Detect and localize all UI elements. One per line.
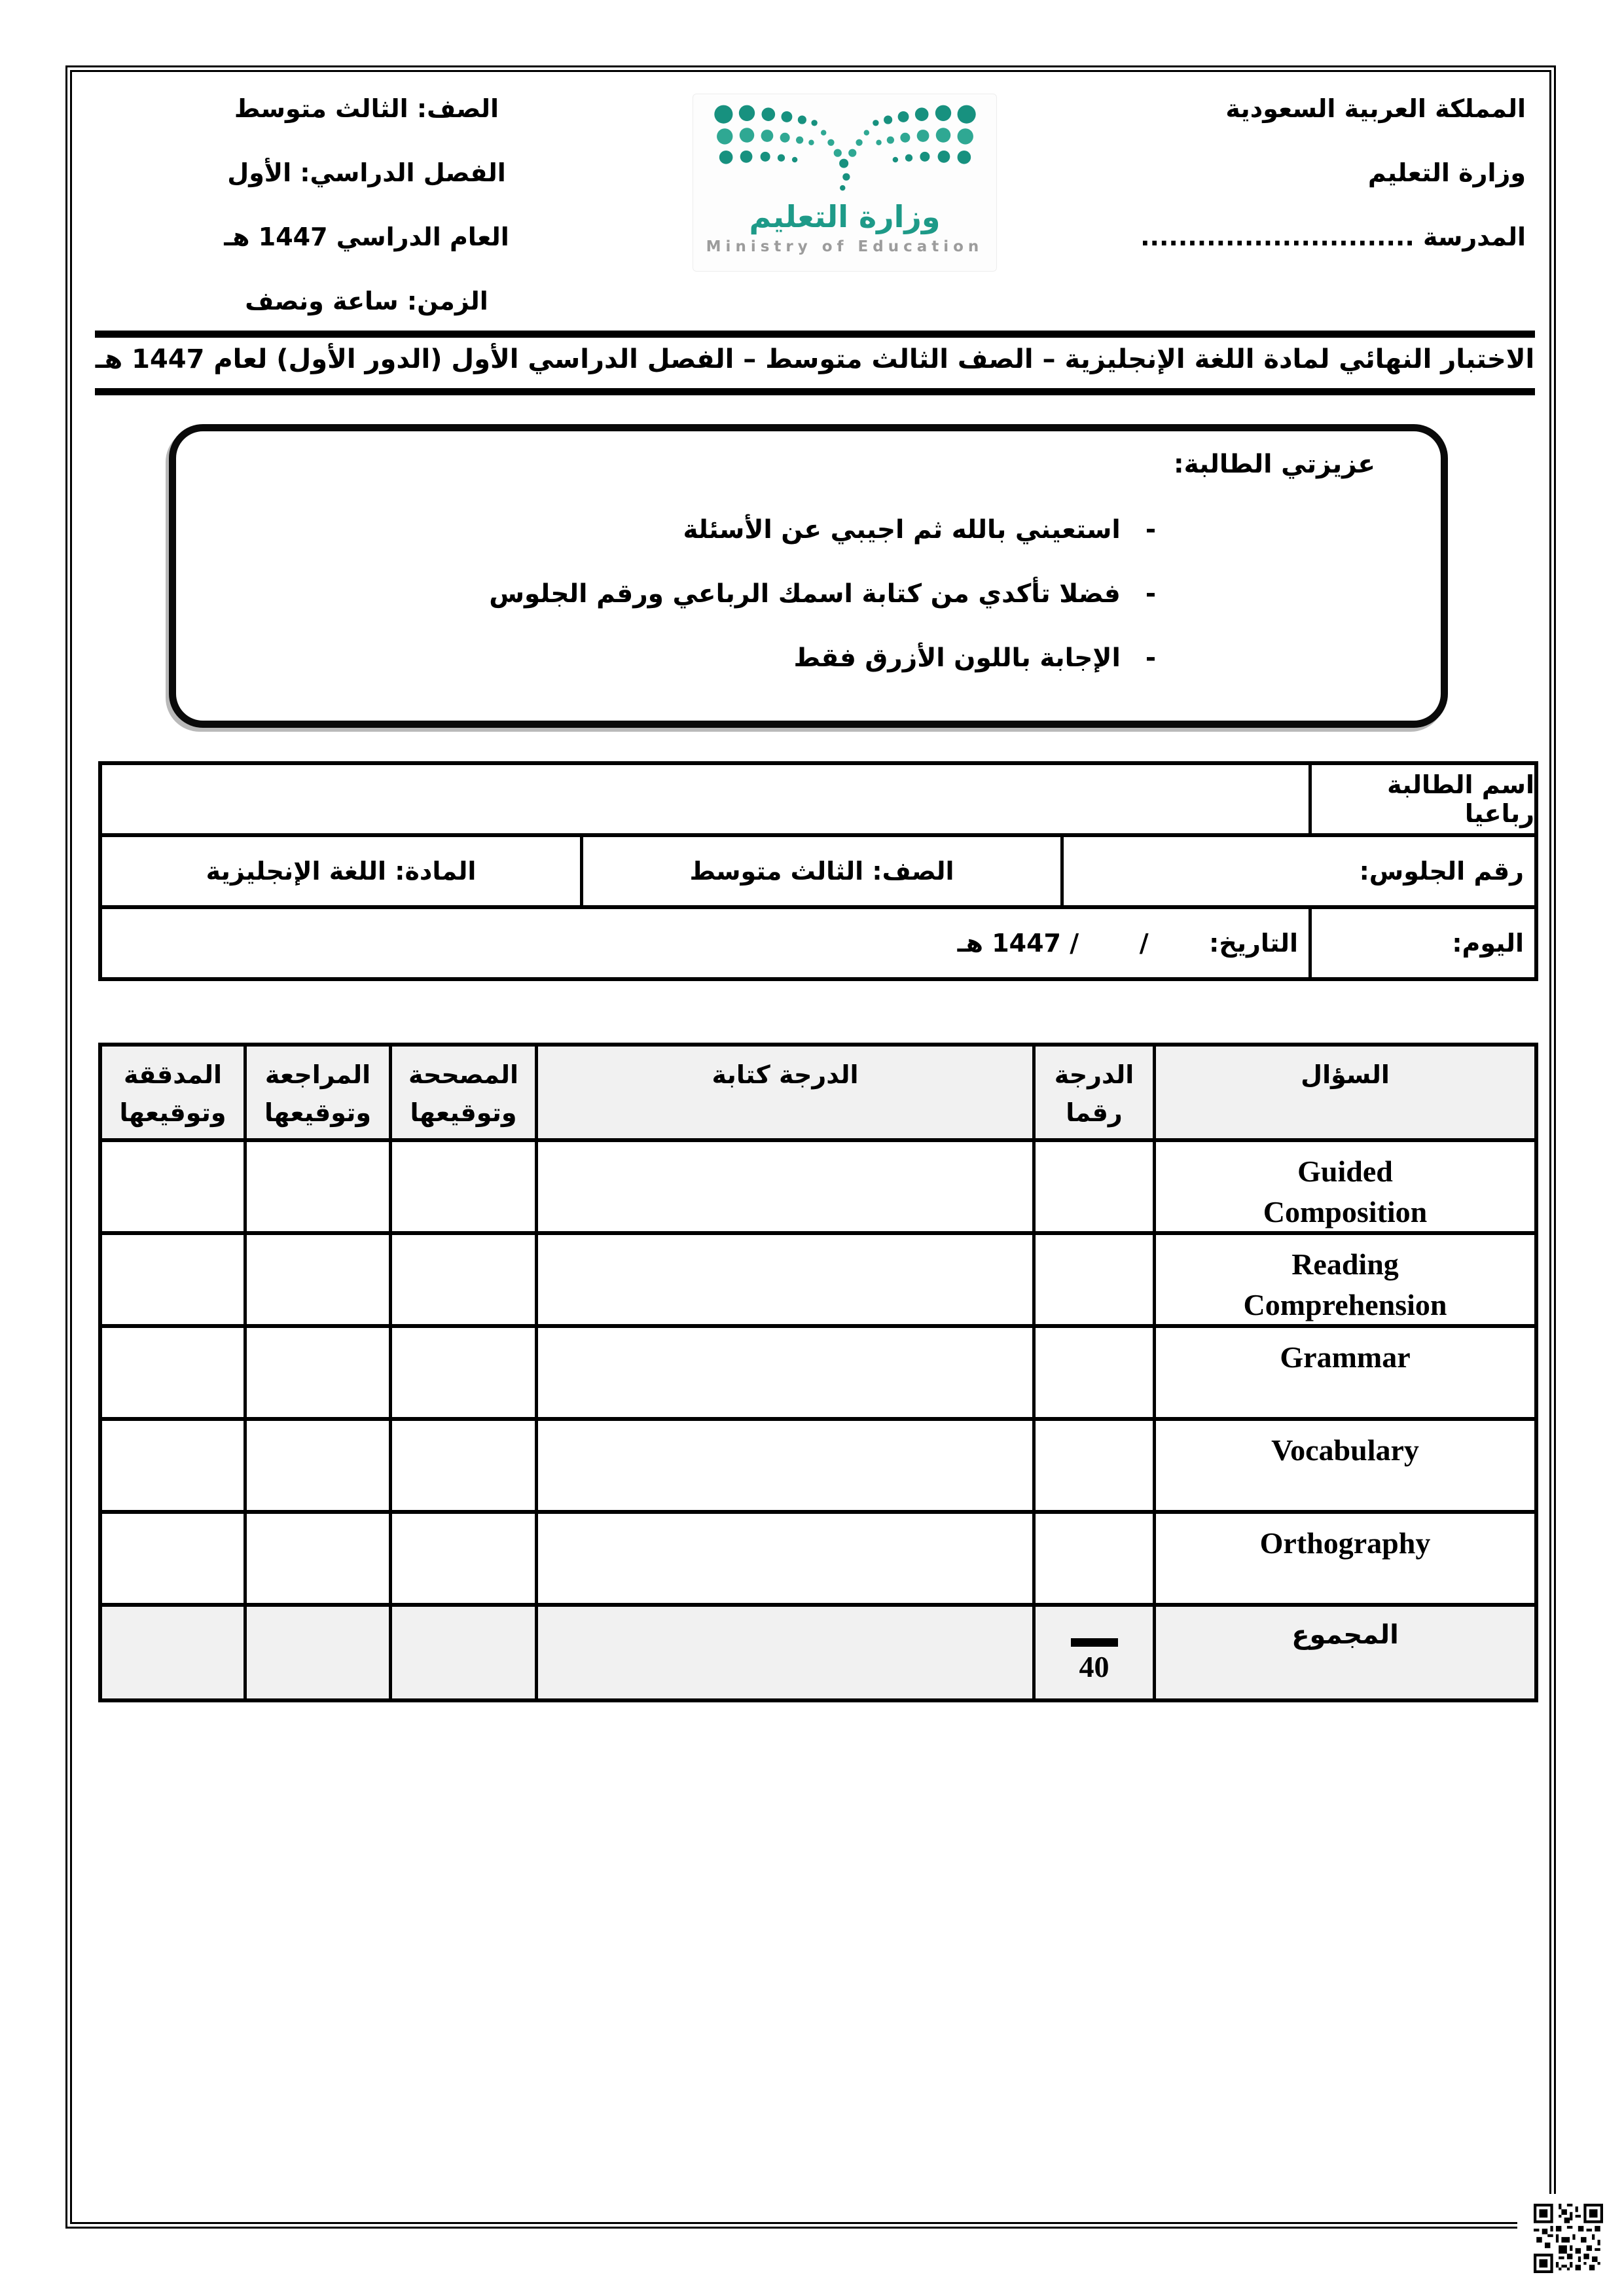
student-info-table: [98, 761, 1538, 981]
class-line: الصف: الثالث متوسط: [234, 94, 499, 123]
header-score-words: الدرجة كتابة: [535, 1047, 1032, 1138]
corrector-sign-cell[interactable]: [389, 1142, 535, 1231]
score-number-cell[interactable]: [1032, 1142, 1153, 1231]
auditor-sign-cell[interactable]: [102, 1607, 244, 1698]
header-corrector: المصححة وتوقيعها: [389, 1047, 535, 1138]
table-row: [102, 1231, 1534, 1324]
exam-title: الاختبار النهائي لمادة اللغة الإنجليزية – الصف الثالث متوسط – الفصل الدراسي الأول (الدور الأول) لعام 1447 هـ: [95, 344, 1535, 374]
total-score-cell[interactable]: [1032, 1607, 1153, 1698]
question-label-reading-comprehension: Reading Comprehension: [1153, 1235, 1534, 1324]
total-max-score: 40: [1079, 1650, 1110, 1683]
instruction-item: [683, 515, 1156, 545]
auditor-sign-cell[interactable]: [102, 1235, 244, 1324]
instructions-heading: عزيزتي الطالبة:: [1174, 450, 1375, 479]
header-reviewer: المراجعة وتوقيعها: [244, 1047, 389, 1138]
table-row: [102, 1510, 1534, 1603]
table-row: [102, 1324, 1534, 1417]
score-words-cell[interactable]: [535, 1607, 1032, 1698]
total-score-bar: [1071, 1638, 1118, 1647]
table-row: [102, 1138, 1534, 1231]
corrector-sign-cell[interactable]: [389, 1514, 535, 1603]
day-label: اليوم:: [1452, 929, 1524, 958]
score-number-cell[interactable]: [1032, 1514, 1153, 1603]
instruction-text: استعيني بالله ثم اجيبي عن الأسئلة: [683, 515, 1121, 545]
auditor-sign-cell[interactable]: [102, 1328, 244, 1417]
corrector-sign-cell[interactable]: [389, 1421, 535, 1510]
score-number-cell[interactable]: [1032, 1235, 1153, 1324]
total-label-cell: [1153, 1607, 1534, 1698]
ministry-logo-dots-icon: [704, 101, 986, 199]
title-rule-top: [95, 331, 1535, 338]
header-auditor: المدققة وتوقيعها: [119, 1060, 226, 1127]
subject-cell: [102, 837, 580, 905]
reviewer-sign-cell[interactable]: [244, 1607, 389, 1698]
bullet-dash: -: [1145, 579, 1156, 609]
reviewer-sign-cell[interactable]: [244, 1235, 389, 1324]
score-words-cell[interactable]: [535, 1142, 1032, 1231]
grades-total-row: [102, 1603, 1534, 1698]
year-line: العام الدراسي 1447 هـ: [224, 223, 509, 251]
grades-header-row: [102, 1047, 1534, 1138]
score-number-cell[interactable]: [1032, 1328, 1153, 1417]
qr-code: [1534, 2204, 1603, 2273]
corrector-sign-cell[interactable]: [389, 1607, 535, 1698]
auditor-sign-cell[interactable]: [102, 1421, 244, 1510]
score-number-cell[interactable]: [1032, 1421, 1153, 1510]
student-name-input-cell[interactable]: [102, 765, 1308, 833]
title-rule-bottom: [95, 388, 1535, 395]
question-label-orthography: Orthography: [1153, 1514, 1534, 1603]
question-label-vocabulary: Vocabulary: [1153, 1421, 1534, 1510]
instruction-text: الإجابة باللون الأزرق فقط: [793, 643, 1121, 673]
info-row-name: [102, 765, 1534, 833]
corrector-sign-cell[interactable]: [389, 1235, 535, 1324]
reviewer-sign-cell[interactable]: [244, 1421, 389, 1510]
instruction-text: فضلا تأكدي من كتابة اسمك الرباعي ورقم الجلوس: [489, 579, 1121, 609]
school-line[interactable]: المدرسة .............................: [1140, 223, 1526, 251]
seat-number-label: رقم الجلوس:: [1359, 857, 1524, 886]
info-row-seat-class-subject: [102, 833, 1534, 905]
class-label: الصف: الثالث متوسط: [689, 857, 954, 886]
score-words-cell[interactable]: [535, 1235, 1032, 1324]
bullet-dash: -: [1145, 643, 1156, 673]
score-words-cell[interactable]: [535, 1421, 1032, 1510]
header-score-number: الدرجة رقما: [1032, 1047, 1153, 1138]
class-cell: [580, 837, 1060, 905]
bullet-dash: -: [1145, 515, 1156, 545]
term-line: الفصل الدراسي: الأول: [227, 158, 506, 187]
time-line: الزمن: ساعة ونصف: [245, 287, 488, 315]
ministry-line: وزارة التعليم: [1367, 158, 1526, 187]
ministry-logo: [693, 94, 997, 272]
instruction-item: [793, 643, 1156, 673]
logo-english-text: Ministry of Education: [706, 238, 984, 255]
logo-arabic-text: وزارة التعليم: [749, 199, 941, 234]
subject-label: المادة: اللغة الإنجليزية: [206, 857, 477, 886]
grades-table: [98, 1043, 1538, 1702]
date-cell[interactable]: [102, 909, 1308, 977]
question-label-guided-composition: Guided Composition: [1153, 1142, 1534, 1231]
reviewer-sign-cell[interactable]: [244, 1514, 389, 1603]
info-row-day-date: [102, 905, 1534, 977]
auditor-sign-cell[interactable]: [102, 1142, 244, 1231]
student-name-label: اسم الطالبة رباعيا: [1387, 770, 1534, 828]
seat-number-cell[interactable]: [1060, 837, 1534, 905]
question-label-grammar: Grammar: [1153, 1328, 1534, 1417]
kingdom-line: المملكة العربية السعودية: [1225, 94, 1526, 123]
corrector-sign-cell[interactable]: [389, 1328, 535, 1417]
score-words-cell[interactable]: [535, 1514, 1032, 1603]
instructions-box: [169, 424, 1448, 728]
reviewer-sign-cell[interactable]: [244, 1328, 389, 1417]
score-words-cell[interactable]: [535, 1328, 1032, 1417]
table-row: [102, 1417, 1534, 1510]
header-question: السؤال: [1153, 1047, 1534, 1138]
student-name-label-cell: [1308, 765, 1534, 833]
auditor-sign-cell[interactable]: [102, 1514, 244, 1603]
date-label: التاريخ: / / 1447 هـ: [957, 929, 1298, 958]
total-label: المجموع: [1291, 1620, 1399, 1650]
reviewer-sign-cell[interactable]: [244, 1142, 389, 1231]
instruction-item: [489, 579, 1156, 609]
day-cell[interactable]: [1308, 909, 1534, 977]
